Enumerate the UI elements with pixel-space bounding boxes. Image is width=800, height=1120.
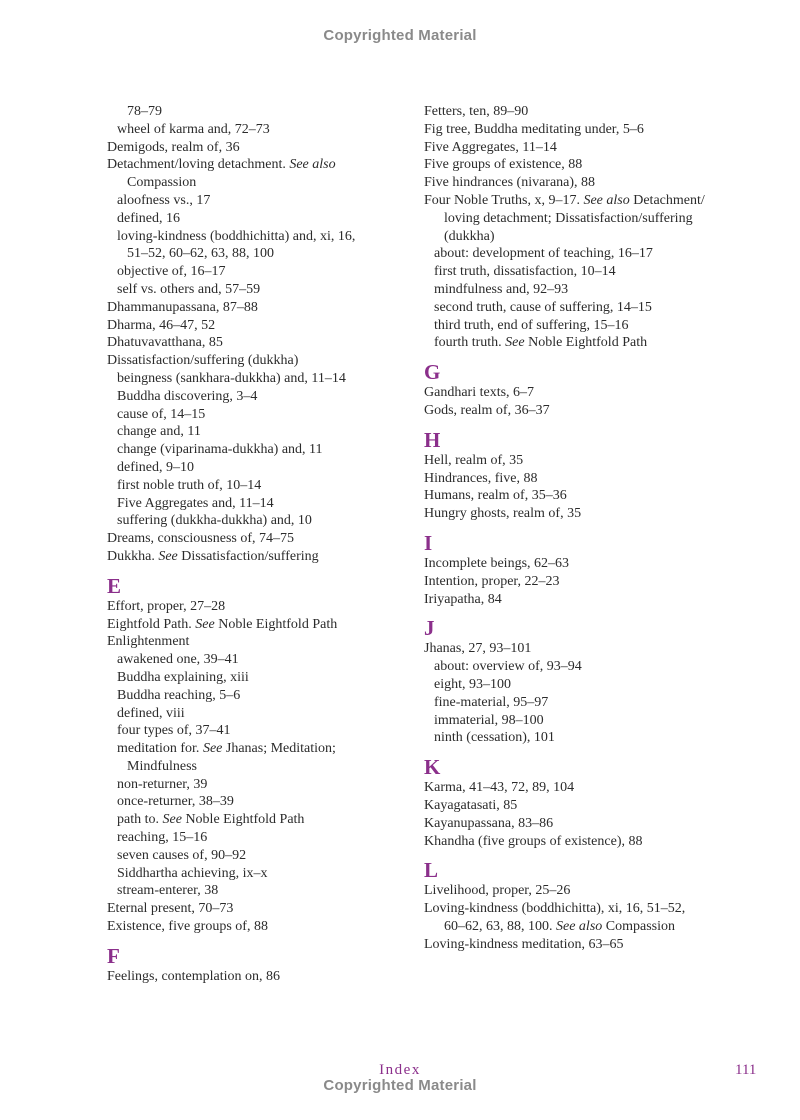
index-subentry: cause of, 14–15: [117, 406, 206, 422]
section-letter-heading: L: [424, 858, 439, 883]
page-number: 111: [735, 1062, 757, 1078]
index-entry: Demigods, realm of, 36: [107, 139, 240, 155]
index-subentry: reaching, 15–16: [117, 830, 208, 846]
index-subentry: change (viparinama-dukkha) and, 11: [117, 442, 323, 458]
entry-text: Eightfold Path.: [107, 616, 196, 632]
cross-reference-target: Noble Eightfold Path: [181, 812, 305, 828]
entry-text: fourth truth.: [434, 335, 506, 351]
cross-reference-label: See: [505, 335, 525, 351]
index-entry: Feelings, contemplation on, 86: [107, 968, 281, 984]
index-subentry: once-returner, 38–39: [117, 794, 234, 810]
index-subentry: [424, 334, 724, 352]
section-letter-heading: F: [107, 943, 120, 968]
index-subentry: self vs. others and, 57–59: [117, 281, 261, 297]
index-column-left: [107, 103, 397, 986]
index-subentry: about: overview of, 93–94: [434, 659, 582, 675]
index-subentry: Buddha discovering, 3–4: [117, 388, 258, 404]
index-entry: Dharma, 46–47, 52: [107, 317, 216, 333]
index-subentry: objective of, 16–17: [117, 264, 226, 280]
index-entry-continuation: loving detachment; Dissatisfaction/suffering: [444, 210, 693, 226]
index-entry: Dhammanupassana, 87–88: [107, 299, 258, 315]
cross-reference-label: See also: [583, 192, 630, 208]
section-letter-heading: K: [424, 755, 441, 780]
index-entry: [107, 548, 397, 566]
index-entry: Intention, proper, 22–23: [424, 573, 560, 589]
index-entry: Loving-kindness meditation, 63–65: [424, 936, 624, 952]
index-entry: Dissatisfaction/suffering (dukkha): [107, 353, 299, 369]
index-entry: Gandhari texts, 6–7: [424, 385, 535, 401]
cross-reference-label: See also: [289, 157, 336, 173]
index-entry: Karma, 41–43, 72, 89, 104: [424, 780, 575, 796]
index-subentry: mindfulness and, 92–93: [434, 281, 569, 297]
section-letter-heading: J: [424, 616, 435, 641]
index-subentry: third truth, end of suffering, 15–16: [434, 317, 629, 333]
index-subentry: Five Aggregates and, 11–14: [117, 495, 274, 511]
index-subentry: Siddhartha achieving, ix–x: [117, 865, 268, 881]
index-entry: Jhanas, 27, 93–101: [424, 641, 532, 657]
index-entry: Iriyapatha, 84: [424, 591, 502, 607]
index-entry: Humans, realm of, 35–36: [424, 488, 567, 504]
copyright-watermark-top: Copyrighted Material: [323, 27, 477, 44]
index-subentry: [107, 811, 397, 829]
section-letter-heading: E: [107, 573, 122, 598]
index-subentry: stream-enterer, 38: [117, 883, 219, 899]
index-subentry: seven causes of, 90–92: [117, 847, 247, 863]
cross-reference-target: Detachment/: [629, 192, 705, 208]
index-subentry: wheel of karma and, 72–73: [117, 121, 270, 137]
index-entry: Livelihood, proper, 25–26: [424, 883, 571, 899]
index-entry-continuation: Compassion: [127, 175, 197, 191]
index-subentry: four types of, 37–41: [117, 723, 231, 739]
entry-text: meditation for.: [117, 741, 203, 757]
index-subentry: aloofness vs., 17: [117, 192, 211, 208]
index-entry-continuation: [424, 918, 724, 936]
index-subentry: awakened one, 39–41: [117, 652, 239, 668]
index-subentry: eight, 93–100: [434, 676, 511, 692]
index-entry: Fig tree, Buddha meditating under, 5–6: [424, 121, 644, 137]
index-entry: Effort, proper, 27–28: [107, 598, 226, 614]
index-entry: Existence, five groups of, 88: [107, 919, 268, 935]
index-subentry: defined, 9–10: [117, 459, 194, 475]
index-subentry: loving-kindness (boddhichitta) and, xi, 16,: [117, 228, 356, 244]
index-subentry: non-returner, 39: [117, 776, 208, 792]
index-entry: Hindrances, five, 88: [424, 470, 538, 486]
index-entry-continuation: (dukkha): [444, 228, 495, 244]
section-letter-heading: G: [424, 360, 441, 385]
index-entry: Hungry ghosts, realm of, 35: [424, 506, 582, 522]
index-subentry: Buddha reaching, 5–6: [117, 687, 241, 703]
index-subentry: beingness (sankhara-dukkha) and, 11–14: [117, 370, 346, 386]
index-entry-continuation: Mindfulness: [127, 758, 197, 774]
index-subentry: change and, 11: [117, 424, 201, 440]
index-entry: Five groups of existence, 88: [424, 157, 583, 173]
index-entry: Dhatuvavatthana, 85: [107, 335, 223, 351]
index-entry: Eternal present, 70–73: [107, 901, 234, 917]
entry-text: Dukkha.: [107, 548, 159, 564]
index-entry: Incomplete beings, 62–63: [424, 555, 570, 571]
cross-reference-label: See also: [556, 918, 603, 934]
section-letter-heading: H: [424, 427, 441, 452]
entry-text: path to.: [117, 812, 163, 828]
copyright-watermark-bottom: Copyrighted Material: [323, 1077, 477, 1094]
cross-reference-target: Noble Eightfold Path: [214, 616, 338, 632]
index-entry: Gods, realm of, 36–37: [424, 402, 550, 418]
entry-text: 60–62, 63, 88, 100.: [444, 918, 556, 934]
cross-reference-label: See: [158, 548, 178, 564]
index-subentry: first truth, dissatisfaction, 10–14: [434, 264, 616, 280]
cross-reference-target: Jhanas; Meditation;: [222, 741, 336, 757]
index-subentry: second truth, cause of suffering, 14–15: [434, 299, 652, 315]
index-entry: Kayagatasati, 85: [424, 797, 518, 813]
index-subentry: [107, 740, 397, 758]
index-entry: [107, 616, 397, 634]
index-entry: Enlightenment: [107, 634, 190, 650]
index-entry: Fetters, ten, 89–90: [424, 104, 529, 119]
entry-text: Detachment/loving detachment.: [107, 157, 290, 173]
running-footer-title: Index: [379, 1062, 421, 1078]
cross-reference-label: See: [162, 812, 182, 828]
cross-reference-target: Noble Eightfold Path: [524, 335, 648, 351]
index-subentry: defined, viii: [117, 705, 185, 721]
index-entry-continuation: 51–52, 60–62, 63, 88, 100: [127, 246, 274, 262]
index-entry: Loving-kindness (boddhichitta), xi, 16, 51–52,: [424, 901, 686, 917]
index-subentry: ninth (cessation), 101: [434, 730, 555, 746]
cross-reference-label: See: [195, 616, 215, 632]
index-entry-continuation: 78–79: [127, 104, 162, 119]
index-subentry: Buddha explaining, xiii: [117, 669, 249, 685]
index-entry: Hell, realm of, 35: [424, 452, 524, 468]
index-subentry: first noble truth of, 10–14: [117, 477, 262, 493]
index-subentry: suffering (dukkha-dukkha) and, 10: [117, 513, 312, 529]
index-subentry: immaterial, 98–100: [434, 712, 544, 728]
index-entry: Dreams, consciousness of, 74–75: [107, 531, 295, 547]
index-entry: [424, 192, 724, 210]
index-entry: [107, 156, 397, 174]
index-subentry: defined, 16: [117, 210, 180, 226]
index-entry: Five Aggregates, 11–14: [424, 139, 557, 155]
cross-reference-target: Dissatisfaction/suffering: [177, 548, 319, 564]
index-entry: Khandha (five groups of existence), 88: [424, 833, 643, 849]
index-entry: Kayanupassana, 83–86: [424, 815, 554, 831]
cross-reference-target: Compassion: [602, 918, 675, 934]
section-letter-heading: I: [424, 530, 433, 555]
entry-text: Four Noble Truths, x, 9–17.: [424, 192, 584, 208]
index-column-right: [424, 103, 724, 953]
index-subentry: fine-material, 95–97: [434, 694, 549, 710]
index-subentry: about: development of teaching, 16–17: [434, 246, 653, 262]
index-entry: Five hindrances (nivarana), 88: [424, 175, 596, 191]
cross-reference-label: See: [202, 741, 223, 757]
